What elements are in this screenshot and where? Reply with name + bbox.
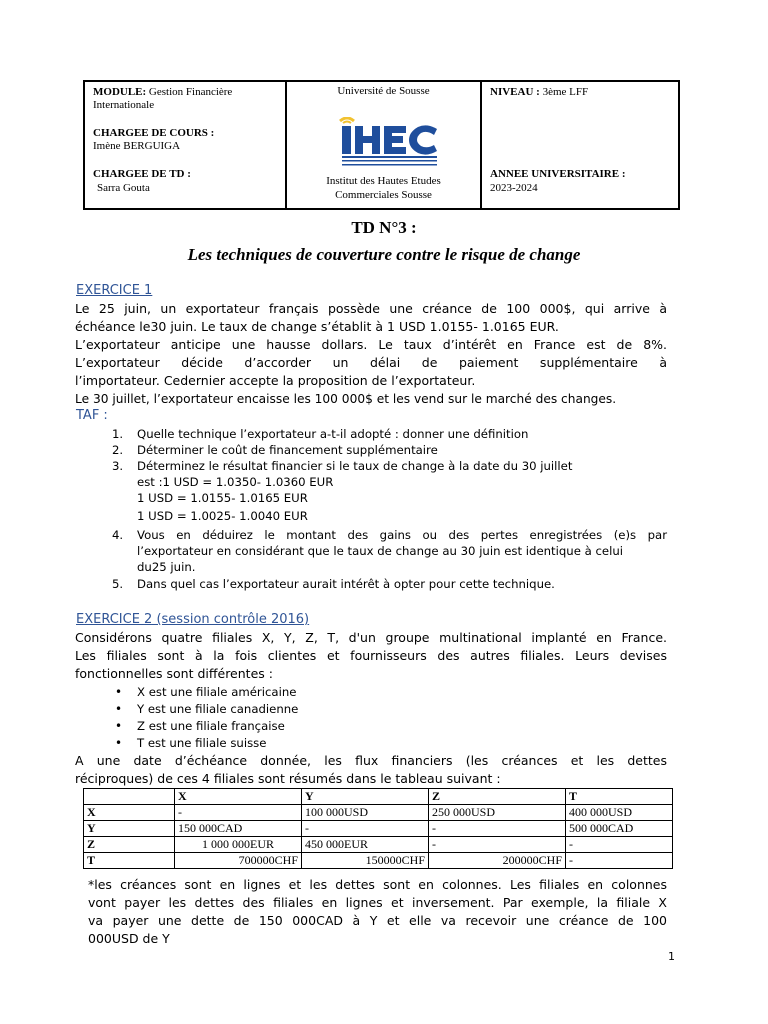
table-row-label: T (84, 853, 175, 869)
question-text: Déterminer le coût de financement supplémentaire (137, 443, 438, 457)
taf-label: TAF : (76, 408, 108, 423)
table-header-cell: X (175, 789, 302, 805)
question-text: Quelle technique l’exportateur a-t-il adopté : donner une définition (137, 427, 529, 441)
institute-line-1: Institut des Hautes Etudes (326, 175, 441, 187)
table-header-cell: Z (429, 789, 566, 805)
chargee-cours-name: Imène BERGUIGA (93, 140, 181, 152)
question-number: 3. (112, 459, 124, 473)
bullet-item: Z est une filiale française (137, 719, 285, 733)
table-cell: 200000CHF (429, 853, 566, 869)
question-text: 1 USD = 1.0155- 1.0165 EUR (137, 491, 308, 505)
ex1-paragraph-line: échéance le30 juin. Le taux de change s’établit à 1 USD 1.0155- 1.0165 EUR. (75, 319, 559, 334)
question-text: 1 USD = 1.0025- 1.0040 EUR (137, 509, 308, 523)
table-header-row (84, 789, 673, 805)
bullet-item: T est une filiale suisse (137, 736, 267, 750)
ex2-intro-line: Considérons quatre filiales X, Y, Z, T, d'un groupe multinational implanté en France. (75, 630, 667, 645)
page-title: TD N°3 : (351, 218, 417, 237)
question-text: est :1 USD = 1.0350- 1.0360 EUR (137, 475, 334, 489)
question-number: 5. (112, 577, 124, 591)
table-row (84, 853, 673, 869)
ex2-table-intro-line: A une date d’échéance donnée, les flux financiers (les créances et les dettes (75, 753, 667, 768)
table-cell: - (566, 853, 673, 869)
question-text: Dans quel cas l’exportateur aurait intérêt à opter pour cette technique. (137, 577, 555, 591)
table-row-label: X (84, 805, 175, 821)
page-subtitle: Les techniques de couverture contre le risque de change (187, 245, 581, 264)
exercise-2-heading: EXERCICE 2 (session contrôle 2016) (76, 612, 310, 627)
table-cell: 250 000USD (429, 805, 566, 821)
table-cell: 450 000EUR (302, 837, 429, 853)
note-line: *les créances sont en lignes et les dettes sont en colonnes. Les filiales en colonnes (88, 877, 667, 892)
header-table (83, 80, 680, 210)
note-line: vont payer les dettes des filiales en lignes et inversement. Par exemple, la filiale X (88, 895, 667, 910)
annee-label: ANNEE UNIVERSITAIRE : (490, 168, 626, 180)
table-corner-cell (84, 789, 175, 805)
bullet-icon: • (115, 736, 123, 750)
ex1-paragraph-line: Le 30 juillet, l’exportateur encaisse les 100 000$ et les vend sur le marché des changes. (75, 392, 617, 406)
question-text: l’exportateur en considérant que le taux de change au 30 juin est identique à celui (137, 544, 624, 558)
table-cell: - (429, 821, 566, 837)
ihec-logo-graphic (334, 117, 444, 169)
table-row (84, 837, 673, 853)
header-center-cell (285, 82, 482, 208)
table-cell: 150000CHF (302, 853, 429, 869)
module-label: MODULE: (93, 86, 147, 98)
annee-value: 2023-2024 (490, 182, 538, 194)
note-line: va payer une dette de 150 000CAD à Y et elle va recevoir une créance de 100 (88, 913, 667, 928)
ex1-paragraph-line: L’exportateur décide d’accorder un délai de paiement supplémentaire à (75, 355, 667, 370)
university-name: Université de Sousse (337, 85, 430, 97)
ex2-intro-line: fonctionnelles sont différentes : (75, 666, 273, 681)
question-number: 4. (112, 528, 124, 542)
table-cell: 100 000USD (302, 805, 429, 821)
ex2-intro-line: Les filiales sont à la fois clientes et fournisseurs des autres filiales. Leurs devises (75, 648, 667, 663)
table-row (84, 805, 673, 821)
table-row-label: Z (84, 837, 175, 853)
module-value-2: Internationale (93, 99, 155, 111)
table-cell: 400 000USD (566, 805, 673, 821)
module-line (93, 86, 232, 98)
ex1-paragraph-line: L’exportateur anticipe une hausse dollars. Le taux d’intérêt en France est de 8%. (75, 337, 667, 352)
question-number: 2. (112, 443, 124, 457)
header-left-cell (85, 82, 285, 208)
table-row-label: Y (84, 821, 175, 837)
table-header-cell: T (566, 789, 673, 805)
chargee-cours-label: CHARGEE DE COURS : (93, 127, 215, 139)
page-number: 1 (668, 950, 675, 963)
bullet-icon: • (115, 719, 123, 733)
question-number: 1. (112, 427, 124, 441)
exercise-1-heading: EXERCICE 1 (76, 283, 153, 298)
niveau-label: NIVEAU : (490, 86, 540, 98)
question-text: Vous en déduirez le montant des gains ou des pertes enregistrées (e)s par (137, 528, 667, 542)
table-cell: 1 000 000EUR (175, 837, 302, 853)
table-cell: - (566, 837, 673, 853)
chargee-td-label: CHARGEE DE TD : (93, 168, 191, 180)
chargee-td-name: Sarra Gouta (97, 182, 150, 194)
ihec-logo (334, 117, 444, 169)
table-cell: 700000CHF (175, 853, 302, 869)
bullet-item: X est une filiale américaine (137, 685, 297, 699)
bullet-icon: • (115, 702, 123, 716)
question-text: Déterminez le résultat financier si le taux de change à la date du 30 juillet (137, 459, 573, 473)
header-right-cell (482, 82, 678, 208)
niveau-value: 3ème LFF (542, 86, 589, 98)
table-cell: - (429, 837, 566, 853)
table-cell: - (302, 821, 429, 837)
institute-line-2: Commerciales Sousse (335, 189, 432, 201)
note-line: 000USD de Y (88, 931, 170, 946)
bullet-item: Y est une filiale canadienne (137, 702, 299, 716)
table-cell: 150 000CAD (175, 821, 302, 837)
ex1-paragraph-line: l’importateur. Cedernier accepte la proposition de l’exportateur. (75, 373, 476, 388)
flows-table (83, 788, 673, 869)
ex2-table-intro-line: réciproques) de ces 4 filiales sont résumés dans le tableau suivant : (75, 771, 501, 786)
question-text: du25 juin. (137, 560, 196, 574)
ex1-paragraph-line: Le 25 juin, un exportateur français possède une créance de 100 000$, qui arrive à (75, 301, 667, 316)
table-cell: - (175, 805, 302, 821)
niveau-line (490, 86, 588, 98)
table-header-cell: Y (302, 789, 429, 805)
bullet-icon: • (115, 685, 123, 699)
module-value: Gestion Financière (148, 86, 233, 98)
table-cell: 500 000CAD (566, 821, 673, 837)
table-row (84, 821, 673, 837)
